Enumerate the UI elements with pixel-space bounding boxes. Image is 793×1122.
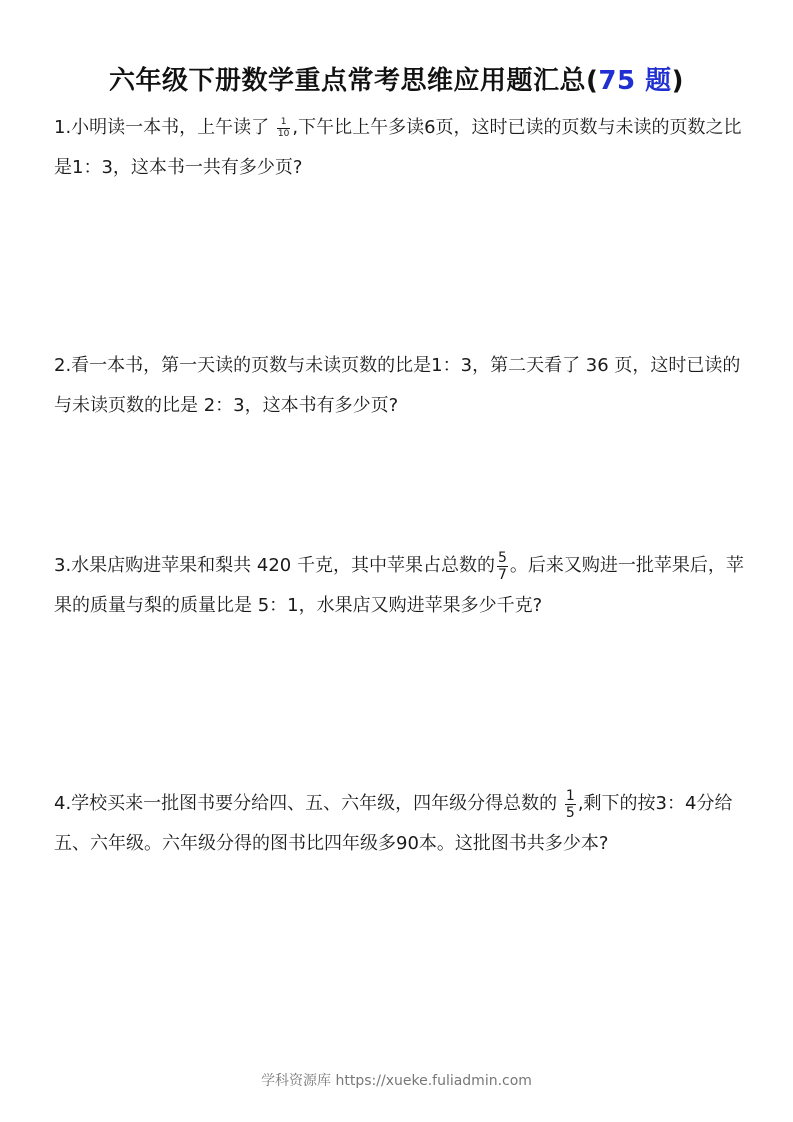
question-4	[54, 784, 744, 864]
question-1-fraction	[277, 118, 290, 139]
fraction-denominator: 7	[497, 566, 507, 583]
title-close: )	[671, 66, 684, 96]
footer-source: 学科资源库 https://xueke.fuliadmin.com	[261, 1073, 532, 1089]
question-4-text-b: ,剩下的按3：4分给五、六年级。六年级分得的图书比四年级多90本。这批图书共多少本?	[54, 793, 733, 854]
question-1	[54, 108, 744, 188]
fraction-denominator: 5	[565, 804, 575, 821]
question-2	[54, 346, 744, 426]
question-1-text-a: 1.小明读一本书，上午读了	[54, 117, 275, 138]
question-4-text-a: 4.学校买来一批图书要分给四、五、六年级，四年级分得总数的	[54, 793, 563, 814]
title-count: 75 题	[598, 66, 672, 96]
title-main: 六年级下册数学重点常考思维应用题汇总(	[108, 66, 599, 96]
fraction-denominator: 10	[277, 128, 290, 139]
fraction-numerator: 5	[497, 549, 507, 566]
question-2-text: 2.看一本书，第一天读的页数与未读页数的比是1：3，第二天看了 36 页，这时已读的与未读页数的比是 2：3，这本书有多少页?	[54, 355, 741, 416]
fraction-numerator: 1	[565, 787, 575, 804]
page-title	[0, 60, 793, 97]
question-3	[54, 546, 744, 626]
fraction-numerator: 1	[280, 116, 287, 127]
question-3-text-a: 3.水果店购进苹果和梨共 420 千克，其中苹果占总数的	[54, 555, 495, 576]
question-3-fraction	[497, 551, 508, 582]
question-3-text-b: 。后来又购进一批苹果后，苹果的质量与梨的质量比是 5：1，水果店又购进苹果多少千克?	[54, 555, 744, 616]
question-4-fraction	[565, 789, 576, 820]
question-1-text-b: ,下午比上午多读6页，这时已读的页数与未读的页数之比是1：3，这本书一共有多少页?	[54, 117, 742, 178]
